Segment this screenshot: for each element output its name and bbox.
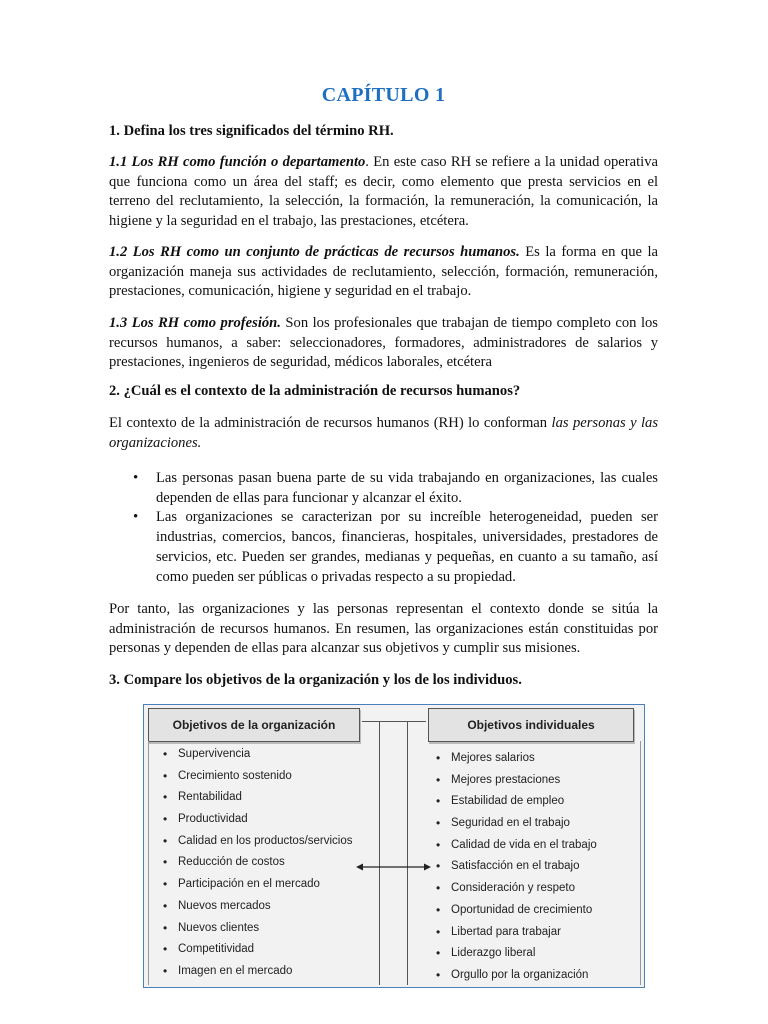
list-item: • Estabilidad de empleo xyxy=(451,791,597,813)
paragraph-1-2 xyxy=(109,243,658,302)
org-objectives-list xyxy=(178,744,353,983)
list-item: • Satisfacción en el trabajo xyxy=(451,856,597,878)
paragraph-1-1 xyxy=(109,153,658,232)
individual-objectives-header: Objetivos individuales xyxy=(428,708,634,742)
list-item: • Libertad para trabajar xyxy=(451,922,597,944)
connector-top-line xyxy=(362,721,426,722)
individual-objectives-list xyxy=(451,748,597,987)
paragraph-1-3 xyxy=(109,314,658,373)
list-item: • Competitividad xyxy=(178,939,353,961)
double-arrow-icon xyxy=(356,862,431,872)
list-item: • Consideración y respeto xyxy=(451,878,597,900)
paragraph-2 xyxy=(109,414,658,453)
list-item: • Orgullo por la organización xyxy=(451,965,597,987)
list-item: • Las organizaciones se caracterizan por su increíble heterogeneidad, pueden ser industrias, comercios, bancos, financieras, hospitales, universidades, prestadores de servicios, etc. Pueden ser grandes, medianas y pequeñas, en cuanto a su tamaño, así como pueden ser públicas o privadas respecto a su propiedad. xyxy=(156,508,658,587)
paragraph-1-1-text: . En este caso RH se refiere a la unidad operativa que funciona como un área del staff; es decir, como elemento que presta servicios en el terreno del reclutamiento, la selección, la formación, la remuneración, la comunicación, la higiene y la seguridad en el trabajo, las prestaciones, etcétera. xyxy=(109,154,658,230)
center-right-line xyxy=(407,721,408,985)
list-item: • Crecimiento sostenido xyxy=(178,766,353,788)
list-item: • Liderazgo liberal xyxy=(451,943,597,965)
list-item: • Mejores salarios xyxy=(451,748,597,770)
paragraph-conclusion: Por tanto, las organizaciones y las personas representan el contexto donde se sitúa la administración de recursos humanos. En resumen, las organizaciones están constituidas por personas y dependen de ellas para alcanzar sus objetivos y cumplir sus misiones. xyxy=(109,601,658,657)
paragraph-1-3-lead: 1.3 Los RH como profesión. xyxy=(109,315,281,331)
list-item: • Seguridad en el trabajo xyxy=(451,813,597,835)
list-item: • Imagen en el mercado xyxy=(178,961,353,983)
objectives-comparison-figure xyxy=(143,704,645,988)
question-3: 3. Compare los objetivos de la organización y los de los individuos. xyxy=(109,672,522,688)
list-item: • Oportunidad de crecimiento xyxy=(451,900,597,922)
right-column-line xyxy=(640,741,641,985)
list-item: • Nuevos clientes xyxy=(178,918,353,940)
paragraph-2-text: El contexto de la administración de recursos humanos (RH) lo conforman xyxy=(109,415,552,431)
list-item: • Productividad xyxy=(178,809,353,831)
list-item: • Mejores prestaciones xyxy=(451,770,597,792)
list-item: • Participación en el mercado xyxy=(178,874,353,896)
list-item: • Rentabilidad xyxy=(178,787,353,809)
paragraph-1-2-lead: 1.2 Los RH como un conjunto de prácticas de recursos humanos. xyxy=(109,244,520,260)
paragraph-1-3-text: Son los profesionales que trabajan de tiempo completo con los recursos humanos, a saber: seleccionadores, formadores, administradores de salarios y prestaciones, ingenieros de seguridad, médicos laborales, etcétera xyxy=(109,315,658,371)
question-2: 2. ¿Cuál es el contexto de la administración de recursos humanos? xyxy=(109,383,521,399)
org-objectives-header: Objetivos de la organización xyxy=(148,708,360,742)
list-item: • Calidad en los productos/servicios xyxy=(178,831,353,853)
paragraph-1-2-text: Es la forma en que la organización maneja sus actividades de reclutamiento, selección, formación, remuneración, prestaciones, comunicación, higiene y seguridad en el trabajo. xyxy=(109,244,658,300)
list-item: • Nuevos mercados xyxy=(178,896,353,918)
paragraph-1-1-lead: 1.1 Los RH como función o departamento xyxy=(109,154,366,170)
center-left-line xyxy=(379,721,380,985)
chapter-title: CAPÍTULO 1 xyxy=(321,84,446,106)
bullet-list xyxy=(109,469,658,587)
list-item: • Supervivencia xyxy=(178,744,353,766)
left-column-line xyxy=(148,741,149,985)
paragraph-2-italic: las personas y las organizaciones. xyxy=(109,415,659,451)
question-1: 1. Defina los tres significados del término RH. xyxy=(109,123,394,139)
list-item: • Reducción de costos xyxy=(178,852,353,874)
list-item: • Calidad de vida en el trabajo xyxy=(451,835,597,857)
list-item: • Las personas pasan buena parte de su vida trabajando en organizaciones, las cuales dependen de ellas para funcionar y alcanzar el éxito. xyxy=(156,469,658,508)
